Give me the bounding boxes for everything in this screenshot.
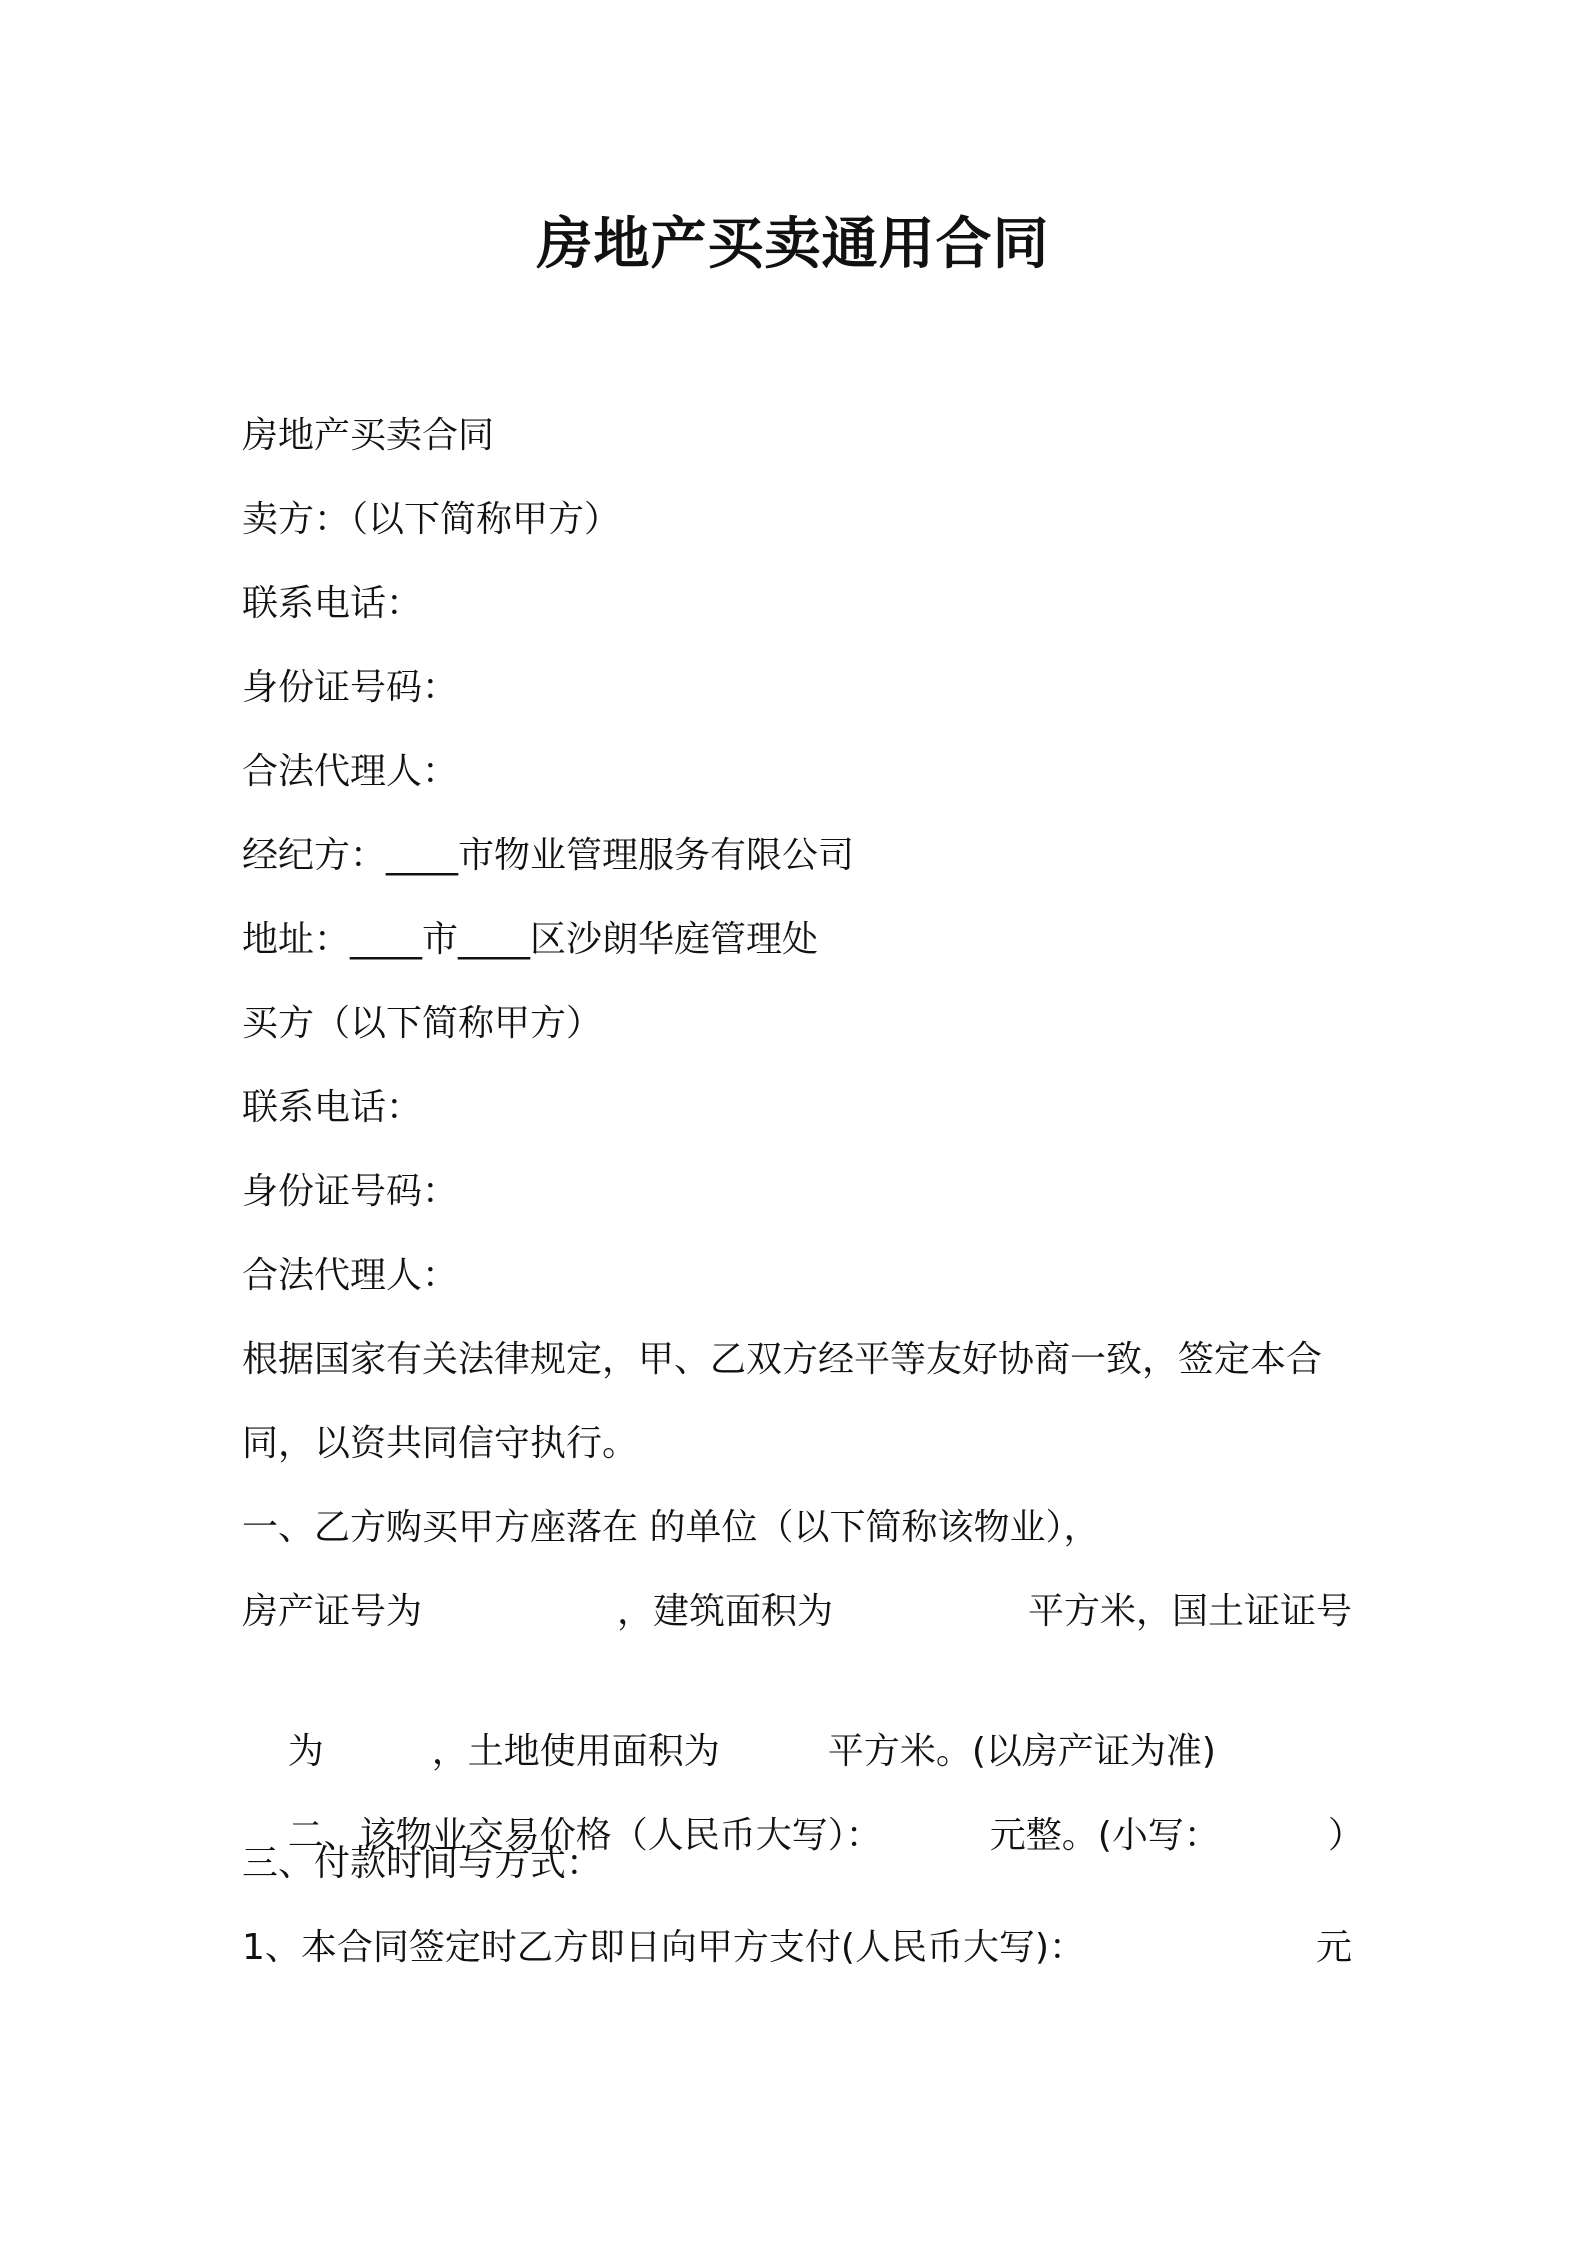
preamble-line-1: 根据国家有关法律规定，甲、乙双方经平等友好协商一致，签定本合 [242,1339,1323,1380]
contract-heading: 房地产买卖合同 [242,415,495,456]
document-title: 房地产买卖通用合同 [536,212,1050,277]
seller-phone-line: 联系电话： [242,583,423,624]
seller-agent-line: 合法代理人： [242,751,459,792]
price-unit-label: 元整。(小写： [989,1815,1220,1856]
address-line: 地址：____市____区沙朗华庭管理处 [242,919,819,960]
buyer-phone-line: 联系电话： [242,1087,423,1128]
preamble-line-2: 同，以资共同信守执行。 [242,1423,639,1464]
seller-id-line: 身份证号码： [242,667,459,708]
land-cert-label: 平方米，国土证证号 [1027,1591,1352,1632]
area-unit-note: 平方米。(以房产证为准) [827,1731,1216,1772]
seller-line: 卖方：（以下简称甲方） [242,499,621,540]
buyer-id-line: 身份证号码： [242,1171,459,1212]
broker-line: 经纪方：____市物业管理服务有限公司 [242,835,855,876]
payment-unit: 元 [1315,1927,1352,1968]
clause-3-line: 三、付款时间与方式： [242,1843,603,1884]
clause-3-1-line [242,1920,1352,1976]
land-cert-suffix: 为 [287,1731,324,1772]
buyer-agent-line: 合法代理人： [242,1255,459,1296]
price-label: 二、该物业交易价格（人民币大写）： [287,1815,882,1856]
property-cert-label: 房产证号为 [242,1591,423,1632]
buyer-line: 买方（以下简称甲方） [242,1003,603,1044]
building-area-label: ，建筑面积为 [616,1591,833,1632]
clause-1-line-1: 一、乙方购买甲方座落在 的单位（以下简称该物业）， [242,1507,1100,1548]
clause-1-line-2 [242,1584,1352,1640]
payment-label: 1、本合同签定时乙方即日向甲方支付(人民币大写)： [242,1927,1085,1968]
price-close-paren: ） [1327,1815,1364,1856]
land-area-label: ，土地使用面积为 [431,1731,720,1772]
